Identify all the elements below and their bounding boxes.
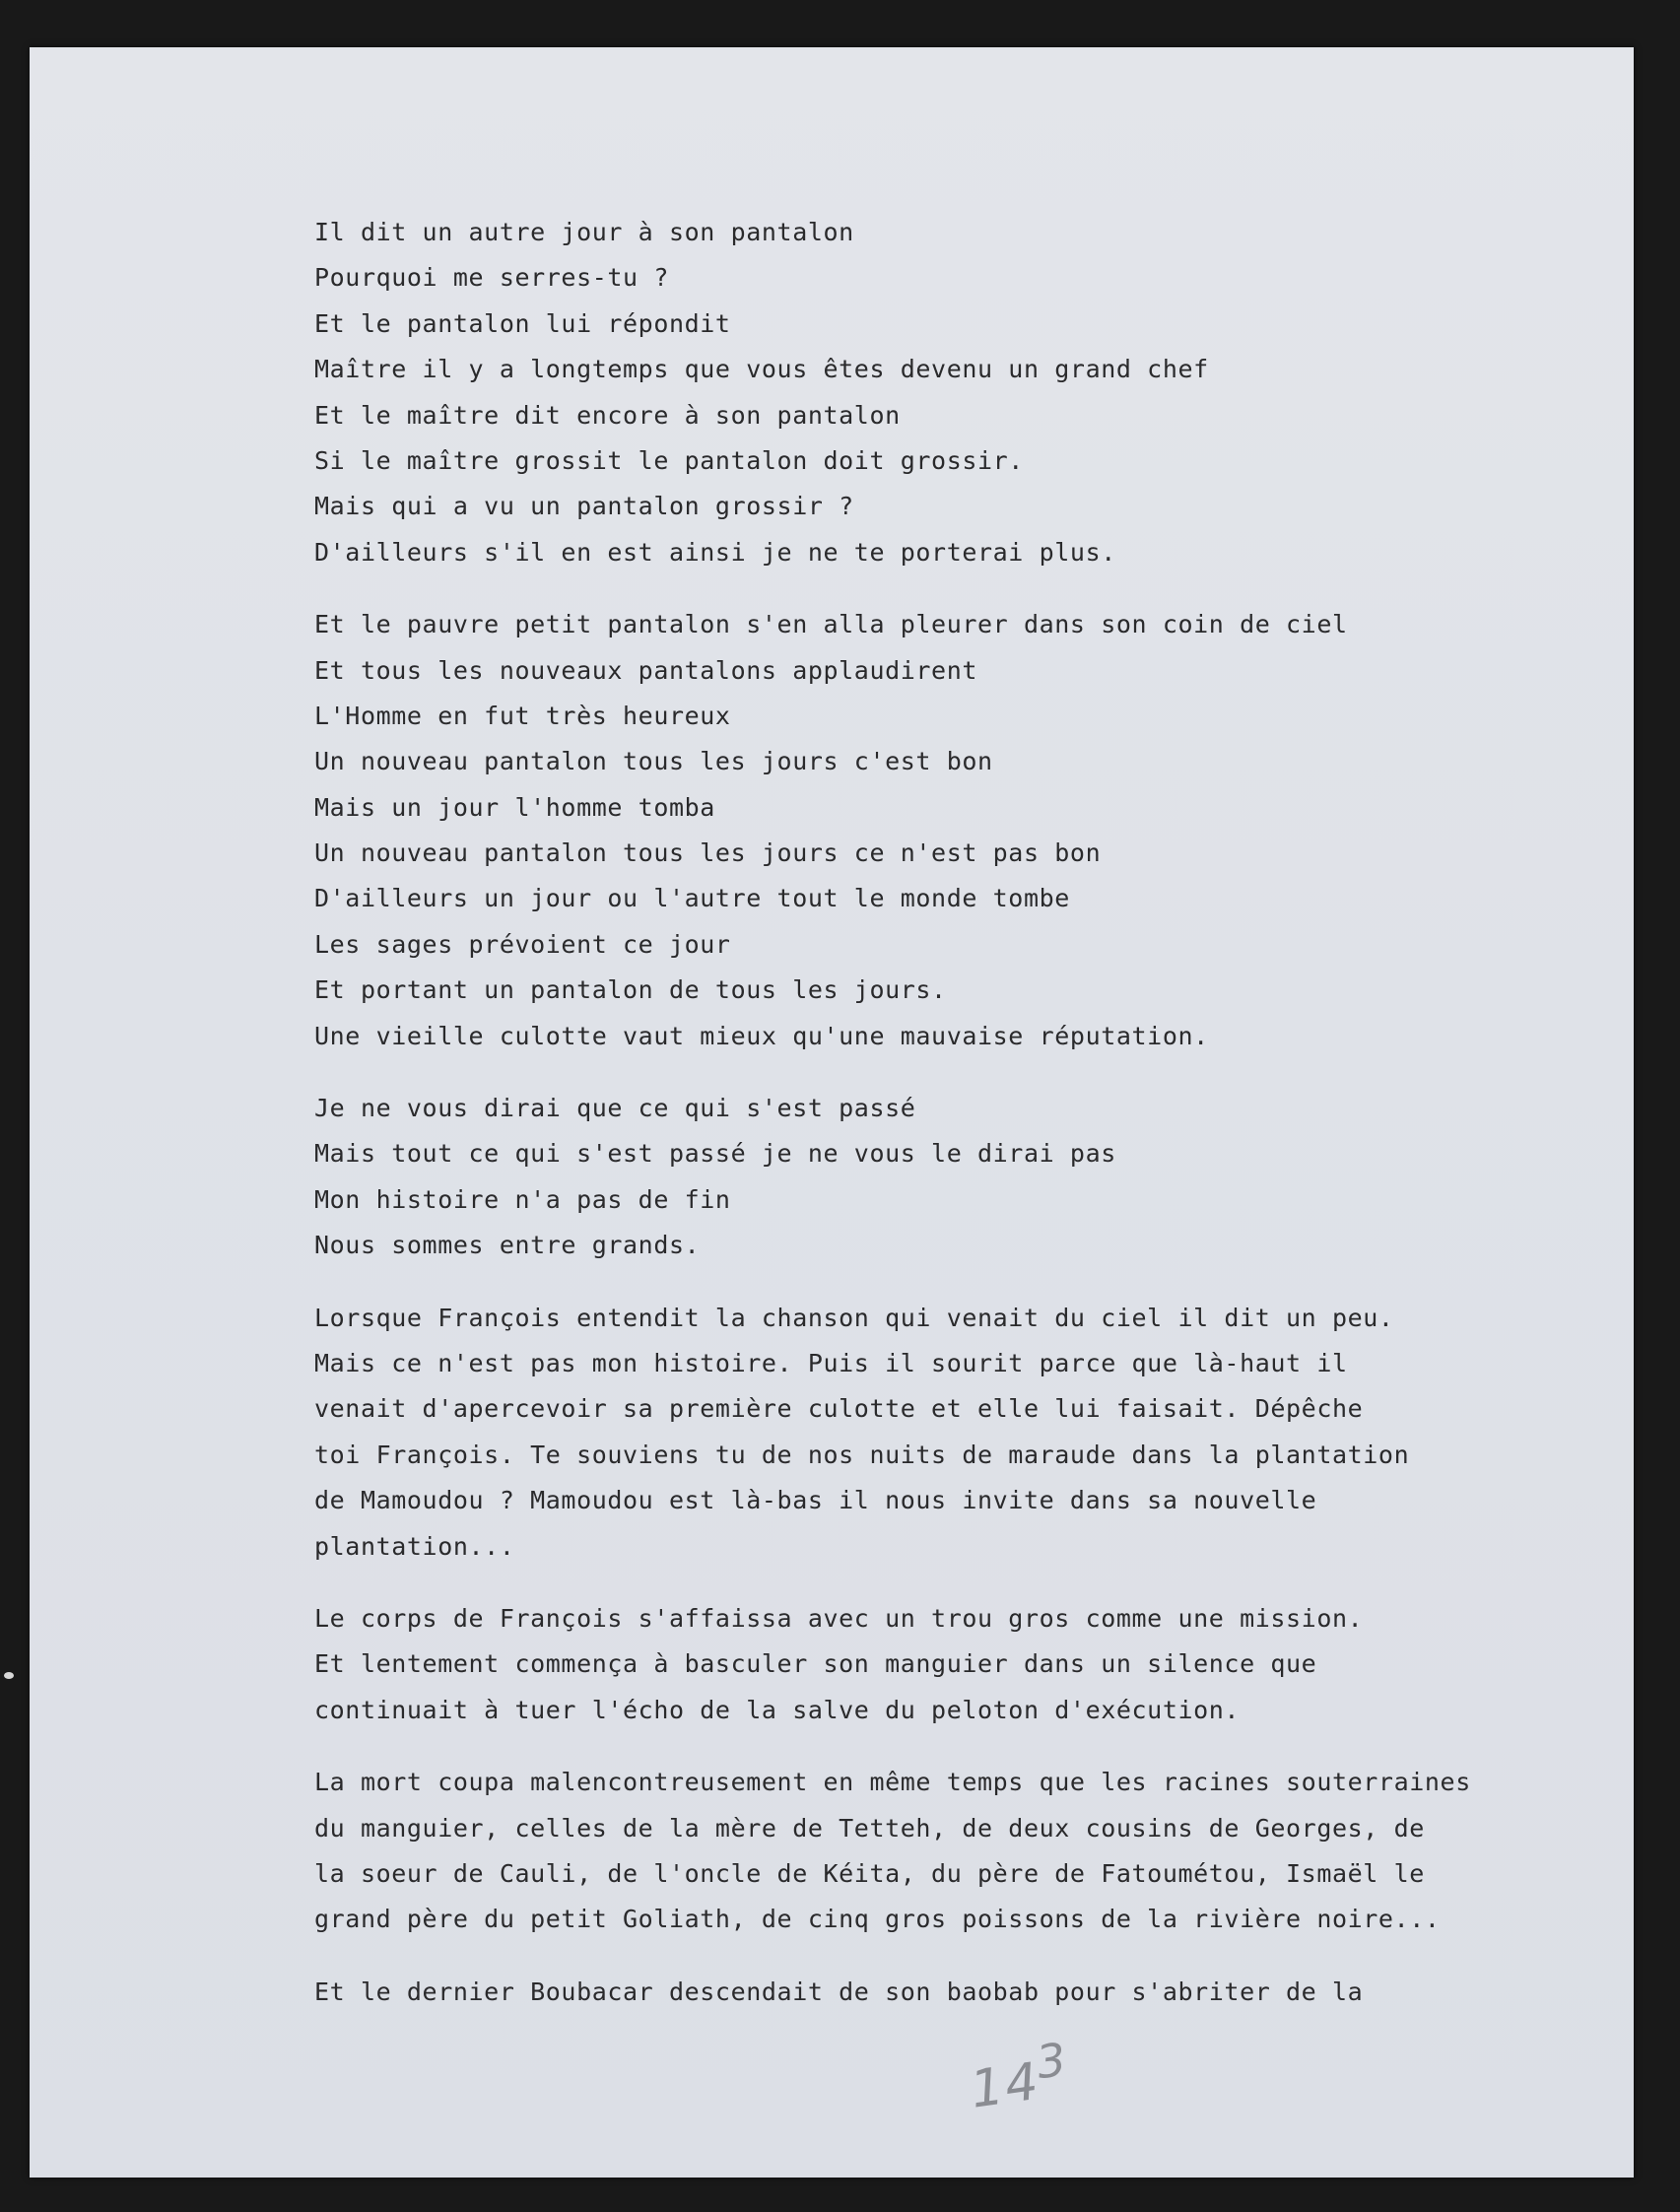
- text-line: Mais qui a vu un pantalon grossir ?: [314, 492, 854, 521]
- text-line: Et le pantalon lui répondit: [314, 308, 731, 338]
- text-line: toi François. Te souviens tu de nos nuits de maraude dans la plantation: [314, 1440, 1410, 1469]
- text-line: Et le maître dit encore à son pantalon: [314, 400, 901, 430]
- text-line: Les sages prévoient ce jour: [314, 929, 731, 959]
- text-line: venait d'apercevoir sa première culotte et elle lui faisait. Dépêche: [314, 1394, 1364, 1424]
- text-line: Et lentement commença à basculer son manguier dans un silence que: [314, 1649, 1317, 1679]
- text-line: Un nouveau pantalon tous les jours c'est bon: [314, 747, 993, 776]
- text-line: Maître il y a longtemps que vous êtes devenu un grand chef: [314, 355, 1209, 384]
- text-line: Il dit un autre jour à son pantalon: [314, 218, 854, 246]
- stanza: [314, 602, 1585, 1059]
- text-line: Et tous les nouveaux pantalons applaudirent: [314, 655, 978, 685]
- scan-speck: [4, 1672, 14, 1679]
- text-line: D'ailleurs un jour ou l'autre tout le monde tombe: [314, 884, 1070, 913]
- text-line: plantation...: [314, 1531, 515, 1561]
- text-line: Je ne vous dirai que ce qui s'est passé: [314, 1094, 916, 1123]
- text-line: grand père du petit Goliath, de cinq gros poissons de la rivière noire...: [314, 1905, 1441, 1934]
- text-line: la soeur de Cauli, de l'oncle de Kéita, du père de Fatoumétou, Ismaël le: [314, 1858, 1425, 1888]
- text-line: La mort coupa malencontreusement en même temps que les racines souterraines: [314, 1768, 1471, 1797]
- text-line: Mais ce n'est pas mon histoire. Puis il sourit parce que là-haut il: [314, 1348, 1348, 1377]
- text-line: L'Homme en fut très heureux: [314, 701, 731, 730]
- text-line: Lorsque François entendit la chanson qui venait du ciel il dit un peu.: [314, 1303, 1394, 1332]
- page-number-main: 14: [967, 2051, 1044, 2120]
- text-line: continuait à tuer l'écho de la salve du peloton d'exécution.: [314, 1695, 1241, 1724]
- text-line: Une vieille culotte vaut mieux qu'une mauvaise réputation.: [314, 1021, 1209, 1050]
- text-line: Le corps de François s'affaissa avec un trou gros comme une mission.: [314, 1603, 1364, 1633]
- text-line: Et le dernier Boubacar descendait de son baobab pour s'abriter de la: [314, 1977, 1364, 2006]
- stanza: [314, 1086, 1585, 1269]
- typewritten-text: [314, 210, 1585, 2042]
- text-line: Si le maître grossit le pantalon doit grossir.: [314, 445, 1024, 475]
- text-line: de Mamoudou ? Mamoudou est là-bas il nous invite dans sa nouvelle: [314, 1486, 1317, 1515]
- text-line: D'ailleurs s'il en est ainsi je ne te porterai plus.: [314, 537, 1116, 567]
- text-line: Pourquoi me serres-tu ?: [314, 263, 669, 293]
- stanza: [314, 1760, 1585, 1943]
- page-number-correction: 3: [1033, 2032, 1072, 2090]
- stanza: [314, 1970, 1585, 2015]
- stanza: [314, 1296, 1585, 1570]
- text-line: Mais un jour l'homme tomba: [314, 792, 715, 822]
- text-line: Mais tout ce qui s'est passé je ne vous le dirai pas: [314, 1139, 1116, 1169]
- text-line: Et le pauvre petit pantalon s'en alla pleurer dans son coin de ciel: [314, 610, 1348, 639]
- text-line: du manguier, celles de la mère de Tetteh, de deux cousins de Georges, de: [314, 1813, 1425, 1843]
- text-line: Mon histoire n'a pas de fin: [314, 1184, 731, 1214]
- stanza: [314, 1596, 1585, 1733]
- text-line: Et portant un pantalon de tous les jours.: [314, 975, 947, 1005]
- text-line: Un nouveau pantalon tous les jours ce n'est pas bon: [314, 838, 1102, 868]
- text-line: Nous sommes entre grands.: [314, 1231, 701, 1260]
- stanza: [314, 210, 1585, 575]
